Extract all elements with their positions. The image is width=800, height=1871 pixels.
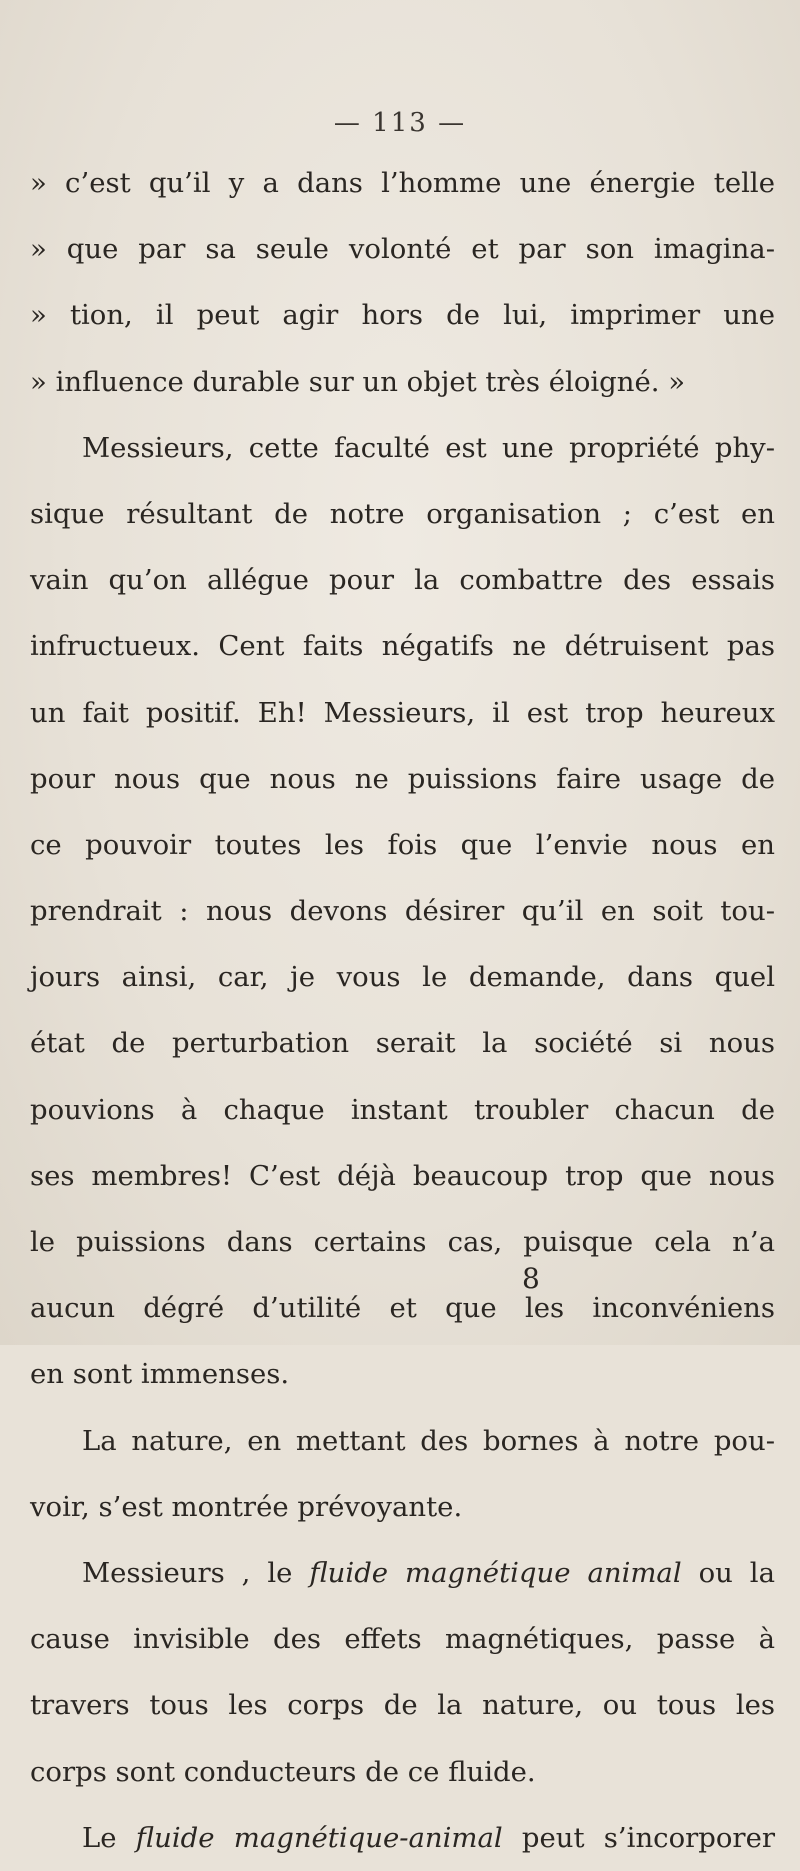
text-line: » tion, il peut agir hors de lui, imprimer une: [30, 299, 775, 332]
text-line: corps sont conducteurs de ce fluide.: [30, 1755, 536, 1788]
text-line: » que par sa seule volonté et par son imagina-: [30, 233, 775, 266]
text-line: vain qu’on allégue pour la combattre des essais: [30, 564, 775, 597]
text-line: voir, s’est montrée prévoyante.: [30, 1490, 463, 1523]
text-line: en sont immenses.: [30, 1358, 290, 1391]
text-line: La nature, en mettant des bornes à notre pou-: [82, 1424, 775, 1457]
text-line: Messieurs , le fluide magnétique animal ou la: [82, 1556, 775, 1589]
text-line: infructueux. Cent faits négatifs ne détruisent pas: [30, 630, 775, 663]
text-line: état de perturbation serait la société si nous: [30, 1027, 775, 1060]
text-line: cause invisible des effets magnétiques, passe à: [30, 1623, 775, 1656]
body-text: [30, 150, 775, 1871]
signature-mark: 8: [522, 1262, 540, 1295]
text-line: jours ainsi, car, je vous le demande, dans quel: [30, 961, 775, 994]
text-line: un fait positif. Eh! Messieurs, il est trop heureux: [30, 696, 775, 729]
text-line: » influence durable sur un objet très éloigné. »: [30, 365, 686, 398]
text-line: ses membres! C’est déjà beaucoup trop que nous: [30, 1159, 775, 1192]
text-line: ce pouvoir toutes les fois que l’envie nous en: [30, 828, 775, 861]
text-line: travers tous les corps de la nature, ou tous les: [30, 1689, 775, 1722]
text-line: Messieurs, cette faculté est une propriété phy-: [82, 431, 775, 464]
page-number-header: — 113 —: [333, 108, 467, 138]
text-line: aucun dégré d’utilité et que les inconvéniens: [30, 1292, 775, 1325]
text-line: le puissions dans certains cas, puisque cela n’a: [30, 1226, 775, 1258]
text-line: » c’est qu’il y a dans l’homme une énergie telle: [30, 167, 775, 199]
text-line: pour nous que nous ne puissions faire usage de: [30, 762, 775, 795]
text-line: prendrait : nous devons désirer qu’il en soit tou-: [30, 895, 775, 928]
text-line: pouvions à chaque instant troubler chacun de: [30, 1093, 775, 1126]
text-line: sique résultant de notre organisation ; c’est en: [30, 497, 775, 530]
text-line: Le fluide magnétique-animal peut s’incorporer: [82, 1821, 775, 1854]
